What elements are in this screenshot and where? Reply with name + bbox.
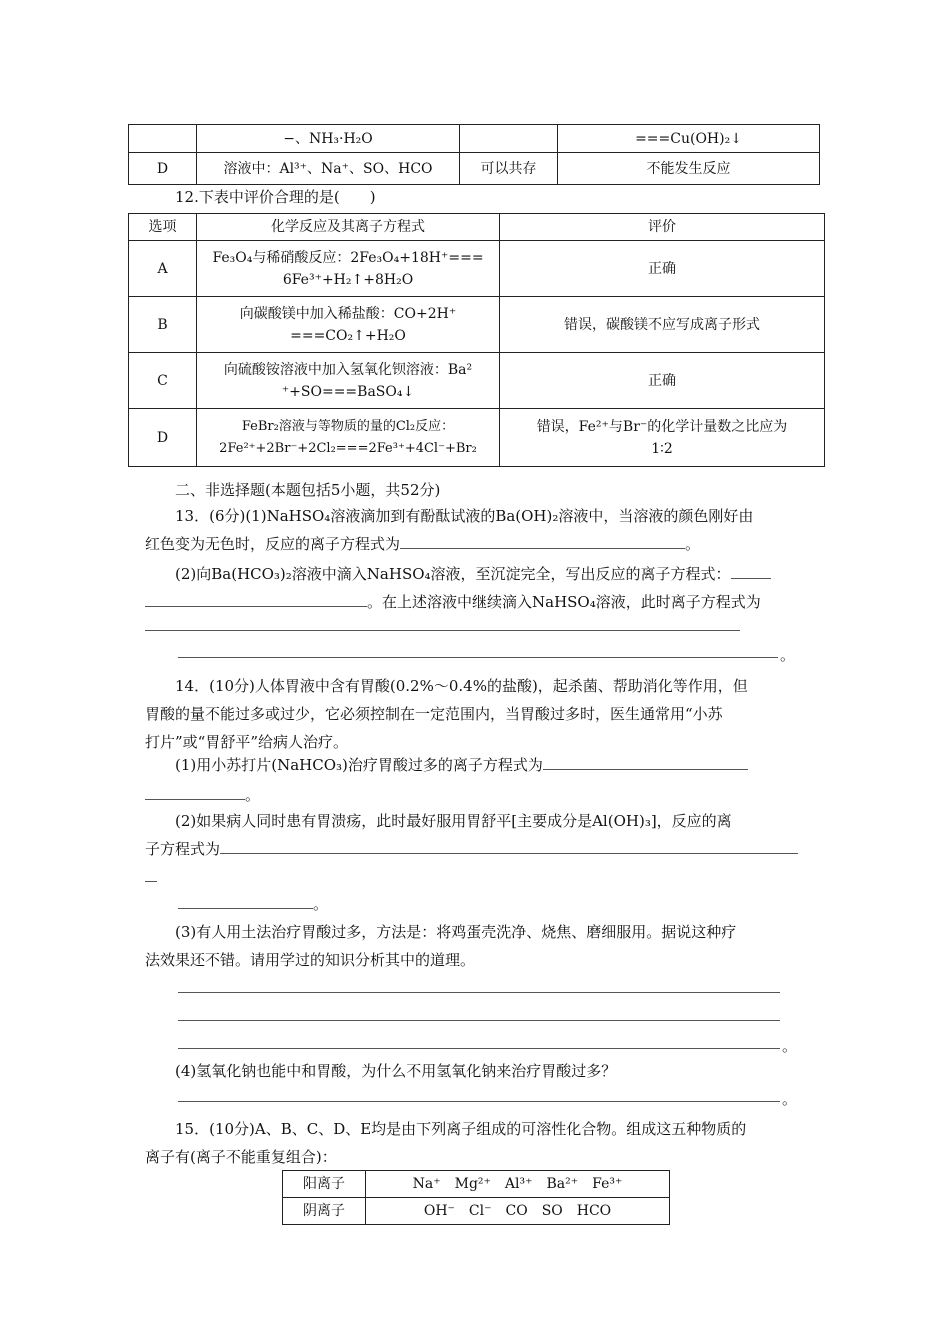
answer-line[interactable] (178, 992, 780, 993)
answer-blank[interactable] (220, 839, 798, 854)
period: 。 (782, 1090, 798, 1108)
q11-table-continued (128, 124, 820, 185)
q12-evaluation: 错误，Fe²⁺与Br⁻的化学计量数之比应为 1∶2 (500, 409, 825, 467)
q11-cell: 溶液中：Al³⁺、Na⁺、SO、HCO (197, 153, 460, 185)
q11-cell: D (129, 153, 197, 185)
cation-label: 阳离子 (283, 1171, 366, 1198)
q11-cell (129, 125, 197, 153)
q12-equation: 向硫酸铵溶液中加入氢氧化钡溶液：Ba² ⁺+SO===BaSO₄↓ (197, 353, 500, 409)
q12-table (128, 213, 825, 467)
q13-part2-line2: 。在上述溶液中继续滴入NaHSO₄溶液，此时离子方程式为 (145, 591, 761, 612)
q11-cell (460, 125, 558, 153)
anion-list: OH⁻ Cl⁻ CO SO HCO (366, 1198, 670, 1225)
q14-s1-line2: 。 (145, 784, 260, 805)
answer-line[interactable] (178, 657, 778, 658)
q12-option: B (129, 297, 197, 353)
answer-blank[interactable] (543, 755, 748, 770)
q14-text: 14．(10分)人体胃液中含有胃酸(0.2%～0.4%的盐酸)，起杀菌、帮助消化等作用，但 胃酸的量不能过多或过少，它必须控制在一定范围内，当胃酸过多时，医生通常用“小苏 打片”或“胃舒平”给病人治疗。 (145, 677, 748, 751)
q12-header: 选项 (129, 214, 197, 241)
answer-line[interactable] (145, 630, 740, 631)
q12-option: D (129, 409, 197, 467)
q14-s1: (1)用小苏打片(NaHCO₃)治疗胃酸过多的离子方程式为 (175, 754, 748, 775)
q13-text: 13．(6分)(1)NaHSO₄溶液滴加到有酚酞试液的Ba(OH)₂溶液中，当溶液的颜色刚好由 (175, 507, 754, 525)
q14-s2: (2)如果病人同时患有胃溃疡，此时最好服用胃舒平[主要成分是Al(OH)₃]，反应的离 (175, 812, 732, 830)
q12-evaluation: 正确 (500, 353, 825, 409)
q12-equation: 向碳酸镁中加入稀盐酸：CO+2H⁺ ===CO₂↑+H₂O (197, 297, 500, 353)
q12-option: C (129, 353, 197, 409)
q12-option: A (129, 241, 197, 297)
q12-stem: 12.下表中评价合理的是( ) (175, 188, 376, 206)
q13-line: 红色变为无色时，反应的离子方程式为 。 (145, 535, 701, 553)
q14-s2-line3: 。 (178, 893, 328, 914)
q11-cell: 可以共存 (460, 153, 558, 185)
answer-blank[interactable] (145, 785, 245, 800)
q14-s2-line2: 子方程式为 (145, 838, 798, 859)
period: 。 (782, 1037, 798, 1055)
answer-blank[interactable] (178, 894, 313, 909)
q12-header: 化学反应及其离子方程式 (197, 214, 500, 241)
q11-cell: ===Cu(OH)₂↓ (558, 125, 820, 153)
q12-evaluation: 正确 (500, 241, 825, 297)
q12-evaluation: 错误，碳酸镁不应写成离子形式 (500, 297, 825, 353)
answer-blank[interactable] (731, 564, 771, 579)
period: 。 (780, 646, 796, 664)
q14-s4: (4)氢氧化钠也能中和胃酸，为什么不用氢氧化钠来治疗胃酸过多？ (175, 1062, 617, 1080)
answer-blank[interactable] (145, 592, 367, 607)
q12-equation: Fe₃O₄与稀硝酸反应：2Fe₃O₄+18H⁺=== 6Fe³⁺+H₂↑+8H₂O (197, 241, 500, 297)
q11-cell: 不能发生反应 (558, 153, 820, 185)
anion-label: 阴离子 (283, 1198, 366, 1225)
answer-line[interactable] (178, 1020, 780, 1021)
q14-s3: (3)有人用土法治疗胃酸过多，方法是：将鸡蛋壳洗净、烧焦、磨细服用。据说这种疗 法效果还不错。请用学过的知识分析其中的道理。 (145, 923, 737, 969)
section-heading: 二、非选择题(本题包括5小题，共52分) (175, 481, 441, 499)
q12-equation: FeBr₂溶液与等物质的量的Cl₂反应： 2Fe²⁺+2Br⁻+2Cl₂===2Fe³⁺+4Cl⁻+Br₂ (197, 409, 500, 467)
answer-line[interactable] (178, 1048, 780, 1049)
answer-blank[interactable] (400, 534, 685, 549)
ion-table (282, 1170, 670, 1225)
cation-list: Na⁺ Mg²⁺ Al³⁺ Ba²⁺ Fe³⁺ (366, 1171, 670, 1198)
q12-header: 评价 (500, 214, 825, 241)
answer-line[interactable] (145, 881, 157, 882)
q13-part2: (2)向Ba(HCO₃)₂溶液中滴入NaHSO₄溶液，至沉淀完全，写出反应的离子方程式： (175, 563, 815, 584)
q15-text: 15．(10分)A、B、C、D、E均是由下列离子组成的可溶性化合物。组成这五种物质的 离子有(离子不能重复组合)： (145, 1120, 747, 1166)
answer-line[interactable] (178, 1101, 780, 1102)
q11-cell: −、NH₃·H₂O (197, 125, 460, 153)
